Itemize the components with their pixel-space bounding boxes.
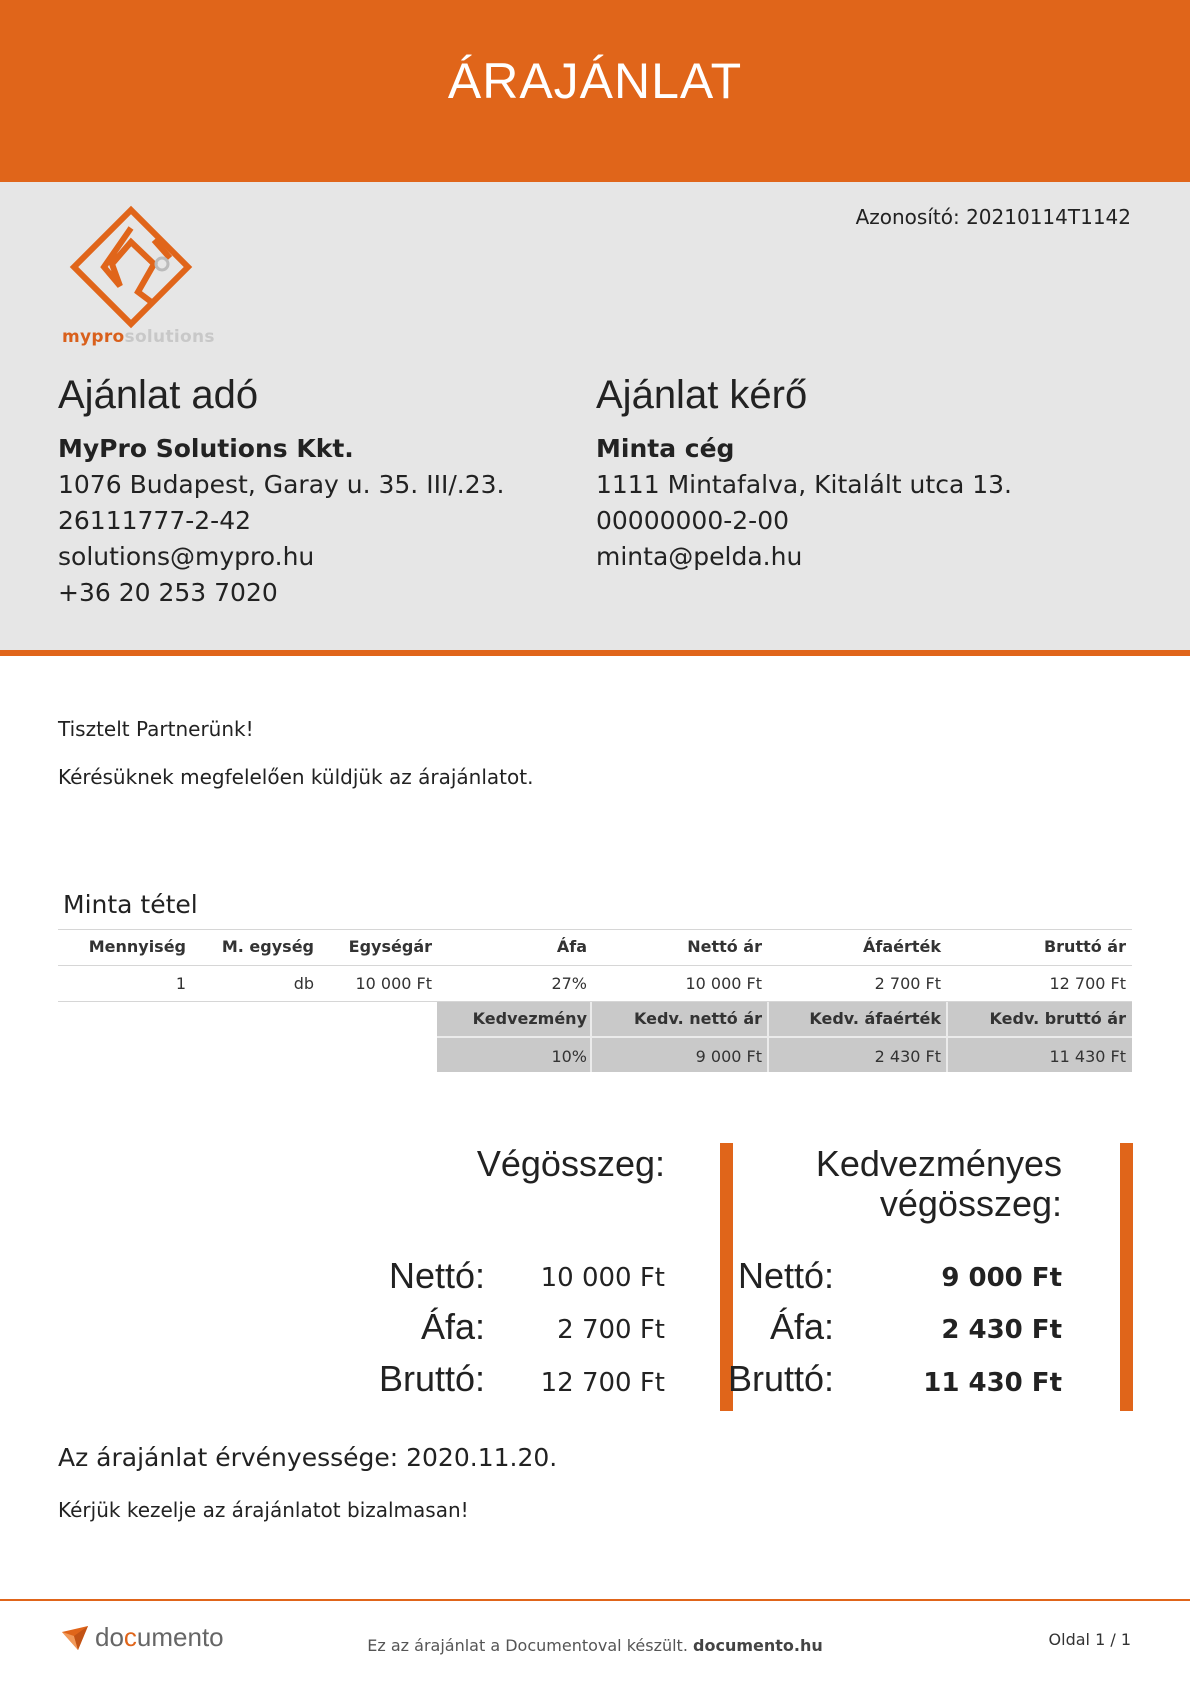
confidential-note: Kérjük kezelje az árajánlatot bizalmasan! — [58, 1498, 469, 1522]
cell-vat: 27% — [551, 974, 587, 993]
offerer-address: 1076 Budapest, Garay u. 35. III/.23. — [58, 470, 505, 499]
discount-totals-title-line1: Kedvezményes — [815, 1143, 1062, 1184]
discount-totals-gross-value: 11 430 Ft — [923, 1368, 1062, 1398]
col-header-gross: Bruttó ár — [1043, 937, 1126, 956]
discount-header-net: Kedv. nettó ár — [634, 1009, 762, 1028]
discount-header-gross: Kedv. bruttó ár — [989, 1009, 1126, 1028]
offerer-name: MyPro Solutions Kkt. — [58, 434, 354, 463]
totals-title: Végösszeg: — [476, 1143, 665, 1184]
offerer-tax-number: 26111777-2-42 — [58, 506, 252, 535]
party-divider — [0, 650, 1190, 656]
discount-totals-title-line2: végösszeg: — [879, 1183, 1062, 1224]
discount-totals-gross-label: Bruttó: — [727, 1358, 834, 1399]
totals-gross-label: Bruttó: — [378, 1358, 485, 1399]
requester-heading: Ajánlat kérő — [596, 373, 808, 417]
discount-header-vat-amount: Kedv. áfaérték — [809, 1009, 941, 1028]
requester-email: minta@pelda.hu — [596, 542, 803, 571]
page-number: Oldal 1 / 1 — [1048, 1630, 1131, 1649]
col-header-vat-amount: Áfaérték — [862, 937, 941, 956]
col-header-unit-price: Egységár — [348, 937, 432, 956]
footer-divider — [0, 1599, 1190, 1601]
table-rule-header — [58, 965, 1132, 966]
totals-gross-value: 12 700 Ft — [540, 1368, 665, 1398]
discount-totals-net-label: Nettó: — [737, 1255, 834, 1296]
cell-gross: 12 700 Ft — [1049, 974, 1126, 993]
document-id-label: Azonosító: — [855, 205, 960, 229]
requester-name: Minta cég — [596, 434, 735, 463]
cell-unit-price: 10 000 Ft — [355, 974, 432, 993]
cell-net: 10 000 Ft — [685, 974, 762, 993]
totals-net-value: 10 000 Ft — [540, 1263, 665, 1293]
col-header-net: Nettó ár — [687, 937, 762, 956]
totals-vat-value: 2 700 Ft — [557, 1315, 665, 1345]
offerer-phone: +36 20 253 7020 — [58, 578, 278, 607]
discount-cell-net: 9 000 Ft — [695, 1047, 762, 1066]
footer-link[interactable]: documento.hu — [693, 1636, 823, 1655]
item-title: Minta tétel — [63, 890, 198, 919]
col-header-vat: Áfa — [556, 937, 587, 956]
intro-text: Kérésüknek megfelelően küldjük az árajánlatot. — [58, 765, 534, 789]
table-rule-top — [58, 929, 1132, 930]
discount-header-discount: Kedvezmény — [472, 1009, 587, 1028]
requester-tax-number: 00000000-2-00 — [596, 506, 790, 535]
discount-cell-gross: 11 430 Ft — [1049, 1047, 1126, 1066]
cell-unit: db — [293, 974, 314, 993]
requester-address: 1111 Mintafalva, Kitalált utca 13. — [596, 470, 1012, 499]
discount-row-divider — [437, 1036, 1132, 1038]
offerer-email: solutions@mypro.hu — [58, 542, 315, 571]
discount-cell-vat-amount: 2 430 Ft — [874, 1047, 941, 1066]
document-id — [856, 205, 1131, 229]
footer-text: Ez az árajánlat a Documentoval készült. documento.hu — [367, 1636, 823, 1655]
discount-cell-discount: 10% — [551, 1047, 587, 1066]
col-header-unit: M. egység — [221, 937, 314, 956]
document-title: ÁRAJÁNLAT — [447, 53, 743, 109]
document-id-value: 20210114T1142 — [966, 205, 1131, 229]
discount-totals-vat-value: 2 430 Ft — [941, 1315, 1062, 1345]
totals-net-label: Nettó: — [388, 1255, 485, 1296]
discount-totals-accent-bar — [1120, 1143, 1133, 1411]
company-logo-text: myprosolutions — [62, 327, 215, 347]
cell-qty: 1 — [175, 974, 186, 993]
offerer-heading: Ajánlat adó — [58, 373, 259, 417]
discount-totals-net-value: 9 000 Ft — [941, 1263, 1062, 1293]
totals-vat-label: Áfa: — [420, 1306, 485, 1347]
discount-totals-vat-label: Áfa: — [769, 1306, 834, 1347]
col-header-qty: Mennyiség — [88, 937, 186, 956]
greeting: Tisztelt Partnerünk! — [58, 717, 254, 741]
cell-vat-amount: 2 700 Ft — [874, 974, 941, 993]
documento-logo-text: documento — [95, 1622, 224, 1652]
validity-text: Az árajánlat érvényessége: 2020.11.20. — [58, 1443, 558, 1472]
